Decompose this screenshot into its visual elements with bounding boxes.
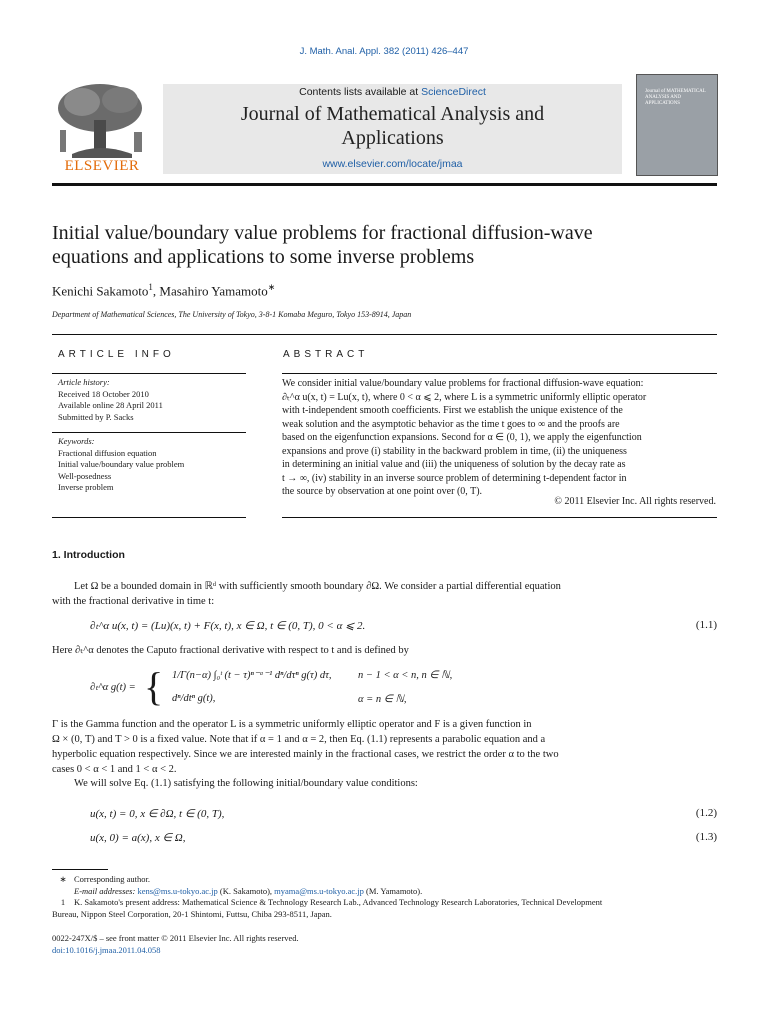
footnote-1-line2: Bureau, Nippon Steel Corporation, 20-1 Shintomi, Futtsu, Chiba 293-8511, Japan. — [52, 908, 332, 919]
email-sakamoto-link[interactable]: kens@ms.u-tokyo.ac.jp — [137, 885, 218, 896]
intro-paragraph-2: Here ∂ₜ^α denotes the Caputo fractional derivative with respect to t and is defined by — [52, 645, 409, 656]
email-sakamoto-who: (K. Sakamoto), — [217, 885, 275, 896]
intro-p3-line: Ω × (0, T) and T > 0 is a fixed value. Note that if α = 1 and α = 2, then Eq. (1.1) represents a parabolic equation and a — [52, 734, 546, 745]
abstract-bottom-divider — [282, 517, 717, 518]
article-title — [52, 221, 732, 269]
abstract-line: expansions and prove (i) stability in the backward problem in time, (ii) the uniqueness — [282, 445, 627, 457]
email-yamamoto-who: (M. Yamamoto). — [363, 885, 423, 896]
intro-p3-line: cases 0 < α < 1 and 1 < α < 2. — [52, 764, 177, 775]
contents-prefix: Contents lists available at — [299, 86, 422, 98]
journal-cover-image — [636, 74, 718, 176]
footnote-1-line1 — [52, 897, 717, 909]
author1-footnote-mark[interactable]: 1 — [148, 282, 153, 292]
keyword-item: Fractional diffusion equation — [58, 447, 157, 458]
article-info-heading: ARTICLE INFO — [58, 349, 175, 360]
keyword-item: Well-posedness — [58, 470, 112, 481]
doi-link[interactable]: doi:10.1016/j.jmaa.2011.04.058 — [52, 944, 161, 955]
contents-line — [163, 86, 622, 98]
info-top-divider — [52, 334, 717, 335]
section-introduction-heading: 1. Introduction — [52, 549, 125, 561]
info-rule-1 — [52, 373, 246, 374]
caputo-lhs: ∂ₜ^α g(t) = — [90, 682, 136, 693]
equation-1-2: u(x, t) = 0, x ∈ ∂Ω, t ∈ (0, T), — [90, 808, 225, 820]
intro-p1-line1: Let Ω be a bounded domain in ℝᵈ with sufficiently smooth boundary ∂Ω. We consider a partial differential equation — [74, 581, 561, 592]
history-received: Received 18 October 2010 — [58, 388, 149, 399]
affiliation: Department of Mathematical Sciences, The University of Tokyo, 3-8-1 Komaba Meguro, Tokyo 153-8914, Japan — [52, 310, 412, 319]
abstract-line: weak solution and the asymptotic behavior as the time t goes to ∞ and the proofs are — [282, 418, 620, 430]
elsevier-logo — [52, 80, 152, 178]
equation-1-3-number[interactable]: (1.3) — [695, 831, 717, 843]
caputo-brace: { — [144, 664, 164, 709]
intro-paragraph-4: We will solve Eq. (1.1) satisfying the following initial/boundary value conditions: — [74, 778, 418, 789]
abstract-copyright: © 2011 Elsevier Inc. All rights reserved. — [554, 496, 716, 507]
article-title-line2: equations and applications to some inverse problems — [52, 246, 475, 268]
article-title-line1: Initial value/boundary value problems for fractional diffusion-wave — [52, 222, 593, 244]
intro-p3-line: Γ is the Gamma function and the operator L is a symmetric uniformly elliptic operator and F is a given function in — [52, 719, 532, 730]
caputo-condition-2: α = n ∈ ℕ, — [358, 694, 407, 705]
corresponding-line — [52, 874, 717, 886]
abstract-line: in determining an initial value and (iii) the uniqueness of solution by the decay rate as — [282, 459, 626, 470]
footnote-1 — [52, 897, 717, 920]
abstract-text — [282, 377, 716, 499]
journal-title — [163, 102, 622, 150]
caputo-condition-1: n − 1 < α < n, n ∈ ℕ, — [358, 670, 453, 681]
front-matter — [52, 933, 717, 956]
journal-banner — [163, 84, 622, 174]
issn-line: 0022-247X/$ – see front matter © 2011 Elsevier Inc. All rights reserved. — [52, 933, 299, 943]
author-separator: , — [152, 283, 160, 299]
intro-p1-line2: with the fractional derivative in time t: — [52, 596, 215, 607]
header-divider — [52, 183, 717, 186]
abstract-line: with t-independent smooth coefficients. First we establish the unique existence of the — [282, 405, 623, 416]
intro-paragraph-3 — [52, 717, 717, 777]
author-yamamoto[interactable]: Masahiro Yamamoto — [159, 283, 268, 299]
abstract-line: the source by observation at one point over (0, T). — [282, 486, 483, 497]
publisher-name: ELSEVIER — [64, 158, 140, 174]
email-line — [52, 886, 717, 898]
email-yamamoto-link[interactable]: myama@ms.u-tokyo.ac.jp — [274, 885, 364, 896]
abstract-rule-top — [282, 373, 717, 374]
intro-paragraph-1 — [52, 579, 717, 609]
journal-citation[interactable]: J. Math. Anal. Appl. 382 (2011) 426–447 — [299, 46, 469, 57]
sciencedirect-link[interactable]: ScienceDirect — [421, 86, 486, 98]
info-rule-2 — [52, 432, 246, 433]
caputo-case-1: 1/Γ(n−α) ∫₀ᵗ (t − τ)ⁿ⁻ᵅ⁻¹ dⁿ/dτⁿ g(τ) dτ, — [172, 670, 332, 681]
history-online: Available online 28 April 2011 — [58, 400, 163, 410]
journal-title-line1: Journal of Mathematical Analysis and — [240, 103, 545, 125]
info-bottom-divider — [52, 517, 246, 518]
equation-1-3: u(x, 0) = a(x), x ∈ Ω, — [90, 832, 186, 844]
article-history — [58, 377, 244, 423]
footnote-divider — [52, 869, 108, 870]
cover-title: Journal of MATHEMATICAL ANALYSIS AND APPLICATIONS — [645, 89, 706, 106]
caputo-definition — [90, 664, 530, 712]
email-label: E-mail addresses: — [74, 885, 138, 896]
abstract-line: based on the eigenfunction expansions. Second for α ∈ (0, 1), we apply the eigenfunction — [282, 432, 642, 443]
corresponding-mark[interactable]: ∗ — [267, 282, 276, 292]
author-list — [52, 282, 275, 299]
intro-p3-line: hyperbolic equation respectively. Since we are interested mainly in the fractional cases, we restrict the order α to the two — [52, 749, 559, 760]
footnote-corresponding — [52, 874, 717, 897]
journal-url-link[interactable]: www.elsevier.com/locate/jmaa — [322, 158, 463, 170]
history-submitted: Submitted by P. Sacks — [58, 411, 134, 422]
author-sakamoto[interactable]: Kenichi Sakamoto — [52, 283, 149, 299]
equation-1-1-number[interactable]: (1.1) — [695, 619, 717, 631]
abstract-line: We consider initial value/boundary value problems for fractional diffusion-wave equation: — [282, 378, 644, 389]
abstract-line: ∂ₜ^α u(x, t) = Lu(x, t), where 0 < α ⩽ 2, where L is a symmetric uniformly elliptic operator — [282, 391, 647, 403]
keyword-item: Initial value/boundary value problem — [58, 459, 185, 469]
abstract-line: t → ∞, (iv) stability in an inverse source problem of determining t-dependent factor in — [282, 472, 627, 484]
corresponding-footnote-mark: ∗ — [59, 874, 67, 884]
caputo-case-2: dⁿ/dtⁿ g(t), — [172, 693, 216, 704]
footnote-1-mark: 1 — [60, 897, 66, 907]
journal-title-line2: Applications — [341, 127, 444, 149]
footnote-1-text: K. Sakamoto's present address: Mathematical Science & Technology Research Lab., Advanced Technology Research Laboratories, Technical Development — [74, 897, 603, 907]
equation-1-1: ∂ₜ^α u(x, t) = (Lu)(x, t) + F(x, t), x ∈ Ω, t ∈ (0, T), 0 < α ⩽ 2. — [90, 620, 366, 632]
corresponding-text: Corresponding author. — [74, 874, 151, 884]
keywords — [58, 436, 244, 494]
history-label: Article history: — [58, 377, 110, 387]
keywords-label: Keywords: — [58, 436, 95, 446]
keyword-item: Inverse problem — [58, 482, 114, 492]
abstract-heading: ABSTRACT — [283, 349, 369, 360]
equation-1-2-number[interactable]: (1.2) — [695, 807, 717, 819]
